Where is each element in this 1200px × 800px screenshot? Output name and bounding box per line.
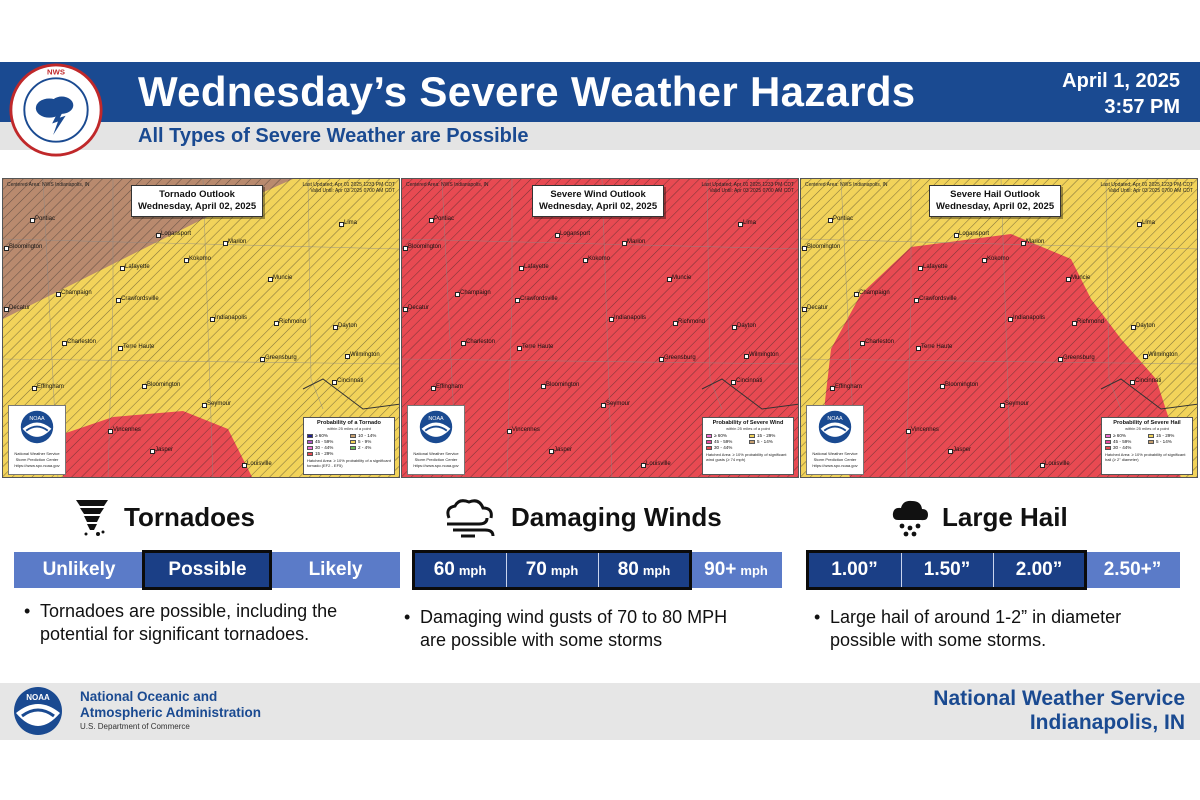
city-label: Lafayette — [923, 264, 948, 270]
map-valid-until: Valid Until: Apr 03 2025 0700 AM CDT — [709, 188, 794, 194]
noaa-small-line1: National Weather Service — [413, 451, 459, 456]
map-last-updated: Last Updated: Apr 01 2025 1233 PM CDT — [302, 182, 395, 188]
issue-date: April 1, 2025 — [1062, 70, 1180, 92]
noaa-logo-icon — [19, 409, 55, 445]
city-label: Kokomo — [189, 256, 212, 262]
city-label: Bloomington — [546, 382, 580, 388]
city-label: Decatur — [9, 305, 31, 311]
legend-swatch — [1105, 440, 1111, 444]
hail-scale-100: 1.00” — [808, 552, 901, 588]
city-label: Effingham — [37, 384, 64, 390]
city-label: Muncie — [273, 275, 293, 281]
city-label: Seymour — [207, 401, 232, 407]
city-label: Bloomington — [807, 244, 841, 250]
hail-heading — [890, 496, 1068, 538]
noaa-small-badge — [8, 405, 66, 475]
city-label: Pontiac — [434, 216, 455, 222]
city-label: Decatur — [408, 305, 430, 311]
legend-label: 5 - 14% — [1156, 439, 1172, 444]
legend-note: Hatched Area: ≥ 10% probability of significant hail (≥ 2" diameter) — [1105, 452, 1186, 462]
noaa-small-badge — [407, 405, 465, 475]
city-label: Logansport — [560, 231, 591, 237]
wind-scale-90: 90+ mph — [690, 552, 782, 588]
legend-label: 45 - 59% — [1113, 439, 1132, 444]
map-title-line1: Tornado Outlook — [159, 189, 235, 200]
legend-label: ≥ 60% — [714, 433, 727, 438]
city-label: Cincinnati — [736, 378, 763, 384]
map-valid-until: Valid Until: Apr 03 2025 0700 AM CDT — [310, 188, 395, 194]
city-label: Champaign — [460, 290, 491, 296]
city-label: Champaign — [859, 290, 890, 296]
legend-item — [706, 445, 747, 451]
city-label: Muncie — [1071, 275, 1091, 281]
legend-swatch — [706, 440, 712, 444]
legend-title: Probability of Severe Hail — [1113, 420, 1181, 426]
city-label: Dayton — [737, 323, 757, 329]
map-legend — [1101, 417, 1193, 475]
noaa-small-line2: Storm Prediction Center — [414, 457, 458, 462]
legend-swatch — [1105, 446, 1111, 450]
city-label: Logansport — [959, 231, 990, 237]
legend-label: 30 - 44% — [315, 445, 334, 450]
city-label: Richmond — [1077, 319, 1105, 325]
hail-heading-text: Large Hail — [942, 501, 1068, 532]
city-label: Dayton — [1136, 323, 1156, 329]
page-title: Wednesday’s Severe Weather Hazards — [138, 68, 916, 115]
city-label: Louisville — [646, 461, 671, 467]
wind-scale-70: 70 mph — [506, 552, 598, 588]
legend-label: 15 - 29% — [757, 433, 776, 438]
legend-swatch — [1105, 434, 1111, 438]
legend-label: 30 - 44% — [1113, 445, 1132, 450]
legend-swatch — [350, 434, 356, 438]
city-label: Jasper — [155, 447, 174, 453]
city-label: Charleston — [67, 339, 97, 345]
legend-label: 5 - 14% — [757, 439, 773, 444]
legend-label: 45 - 59% — [315, 439, 334, 444]
legend-note: Hatched Area: ≥ 10% probability of significant wind gusts (≥ 74 mph) — [706, 452, 787, 462]
legend-subtitle: within 25 miles of a point — [1125, 426, 1169, 431]
svg-text:NOAA: NOAA — [29, 415, 45, 422]
hail-cloud-icon — [890, 496, 930, 538]
nws-office: Indianapolis, IN — [1029, 711, 1185, 734]
map-title — [532, 185, 664, 217]
legend-item — [350, 451, 391, 457]
svg-text:NWS: NWS — [47, 67, 65, 77]
city-label: Dayton — [338, 323, 358, 329]
city-label: Charleston — [466, 339, 496, 345]
wind-scale-60: 60 mph — [414, 552, 506, 588]
map-legend — [702, 417, 794, 475]
svg-text:NOAA: NOAA — [26, 693, 50, 702]
hail-divider — [901, 552, 902, 588]
tornado-scale-likely: Likely — [271, 552, 400, 588]
map-last-updated: Last Updated: Apr 01 2025 1233 PM CDT — [1100, 182, 1193, 188]
city-label: Richmond — [279, 319, 307, 325]
tornado-bullet-line2: potential for significant tornadoes. — [40, 624, 310, 644]
city-label: Terre Haute — [522, 344, 554, 350]
city-label: Louisville — [247, 461, 272, 467]
legend-subtitle: within 25 miles of a point — [726, 426, 770, 431]
issue-time: 3:57 PM — [1104, 96, 1180, 118]
nws-logo-icon — [8, 62, 104, 158]
legend-swatch — [749, 434, 755, 438]
city-label: Lafayette — [524, 264, 549, 270]
tornado-heading — [72, 496, 255, 538]
legend-label: 10 - 14% — [358, 433, 377, 438]
city-label: Marion — [1026, 239, 1045, 245]
map-centered-area: Centered Area: NWS Indianapolis, IN — [805, 182, 888, 188]
noaa-small-line2: Storm Prediction Center — [15, 457, 59, 462]
noaa-small-url: https://www.spc.noaa.gov — [812, 463, 858, 468]
legend-swatch — [350, 440, 356, 444]
city-label: Muncie — [672, 275, 692, 281]
city-label: Crawfordsville — [520, 296, 558, 302]
map-title-line2: Wednesday, April 02, 2025 — [138, 201, 257, 212]
legend-label: 15 - 29% — [315, 451, 334, 456]
hail-scale-200: 2.00” — [993, 552, 1085, 588]
legend-swatch — [350, 446, 356, 450]
wind-bullet-line2: are possible with some storms — [420, 630, 663, 650]
city-label: Lafayette — [125, 264, 150, 270]
map-centered-area: Centered Area: NWS Indianapolis, IN — [406, 182, 489, 188]
city-label: Terre Haute — [921, 344, 953, 350]
city-label: Pontiac — [833, 216, 854, 222]
noaa-small-line1: National Weather Service — [14, 451, 60, 456]
legend-label: 15 - 29% — [1156, 433, 1175, 438]
legend-swatch — [706, 446, 712, 450]
city-label: Jasper — [953, 447, 972, 453]
legend-label: 2 - 4% — [358, 445, 372, 450]
map-title-line2: Wednesday, April 02, 2025 — [539, 201, 658, 212]
city-label: Champaign — [61, 290, 92, 296]
svg-text:NOAA: NOAA — [827, 415, 843, 422]
wind-bullet — [420, 606, 727, 652]
city-label: Bloomington — [408, 244, 442, 250]
tornado-scale — [14, 552, 400, 588]
city-label: Decatur — [807, 305, 829, 311]
city-label: Kokomo — [987, 256, 1010, 262]
noaa-small-line2: Storm Prediction Center — [813, 457, 857, 462]
legend-swatch — [749, 440, 755, 444]
noaa-logo-icon — [817, 409, 853, 445]
tornado-outlook-map — [2, 178, 400, 478]
map-last-updated: Last Updated: Apr 01 2025 1233 PM CDT — [701, 182, 794, 188]
map-updated — [302, 182, 395, 194]
map-title — [929, 185, 1061, 217]
city-label: Vincennes — [113, 427, 141, 433]
hail-outlook-map — [800, 178, 1198, 478]
map-title — [131, 185, 263, 217]
city-label: Greensburg — [664, 355, 696, 361]
city-label: Bloomington — [147, 382, 181, 388]
city-label: Marion — [627, 239, 646, 245]
legend-label: 30 - 44% — [714, 445, 733, 450]
city-label: Indianapolis — [1013, 315, 1046, 321]
hail-scale-250: 2.50+” — [1085, 552, 1180, 588]
city-label: Vincennes — [512, 427, 540, 433]
svg-text:NOAA: NOAA — [428, 415, 444, 422]
tornado-heading-text: Tornadoes — [124, 501, 255, 532]
city-label: Wilmington — [1148, 352, 1178, 358]
legend-swatch — [307, 434, 313, 438]
legend-note: Hatched Area: ≥ 10% probability of a significant tornado (EF2 - EF5) — [307, 458, 391, 468]
tornado-bullet — [40, 600, 337, 646]
hail-bullet-line1: • Large hail of around 1-2” in diameter — [830, 607, 1122, 627]
legend-title: Probability of Severe Wind — [712, 420, 784, 426]
wind-heading-text: Damaging Winds — [511, 501, 722, 532]
tornado-scale-possible: Possible — [144, 552, 271, 588]
hail-bullet — [830, 606, 1121, 652]
city-label: Logansport — [161, 231, 192, 237]
city-label: Kokomo — [588, 256, 611, 262]
legend-label: ≥ 60% — [1113, 433, 1126, 438]
legend-subtitle: within 25 miles of a point — [327, 426, 371, 431]
city-label: Vincennes — [911, 427, 939, 433]
legend-swatch — [1148, 434, 1154, 438]
hail-bullet-line2: possible with some storms. — [830, 630, 1047, 650]
legend-swatch — [1148, 440, 1154, 444]
wind-scale-80: 80 mph — [598, 552, 690, 588]
page-subtitle: All Types of Severe Weather are Possible — [138, 125, 529, 147]
city-label: Greensburg — [1063, 355, 1095, 361]
city-label: Lima — [1142, 220, 1156, 226]
map-updated — [701, 182, 794, 194]
city-label: Wilmington — [350, 352, 380, 358]
map-updated — [1100, 182, 1193, 194]
city-label: Richmond — [678, 319, 706, 325]
map-title-line1: Severe Hail Outlook — [950, 189, 1040, 200]
city-label: Bloomington — [9, 244, 43, 250]
map-title-line2: Wednesday, April 02, 2025 — [936, 201, 1055, 212]
city-label: Pontiac — [35, 216, 56, 222]
map-legend — [303, 417, 395, 475]
tornado-bullet-line1: • Tornadoes are possible, including the — [40, 601, 338, 621]
city-label: Effingham — [835, 384, 862, 390]
legend-title: Probability of a Tornado — [317, 420, 381, 426]
map-valid-until: Valid Until: Apr 03 2025 0700 AM CDT — [1108, 188, 1193, 194]
city-label: Cincinnati — [337, 378, 364, 384]
legend-item — [749, 445, 790, 451]
city-label: Indianapolis — [215, 315, 248, 321]
city-label: Bloomington — [945, 382, 979, 388]
hail-scale — [808, 552, 1180, 588]
wind-outlook-map — [401, 178, 799, 478]
city-label: Jasper — [554, 447, 573, 453]
city-label: Lima — [743, 220, 757, 226]
map-centered-area: Centered Area: NWS Indianapolis, IN — [7, 182, 90, 188]
city-label: Seymour — [606, 401, 631, 407]
city-label: Indianapolis — [614, 315, 647, 321]
city-label: Charleston — [865, 339, 895, 345]
tornado-scale-unlikely: Unlikely — [14, 552, 144, 588]
wind-heading — [443, 496, 722, 538]
city-label: Crawfordsville — [121, 296, 159, 302]
map-title-line1: Severe Wind Outlook — [550, 189, 646, 200]
noaa-name-line2: Atmospheric Administration — [80, 705, 262, 720]
wind-divider — [598, 552, 599, 588]
hail-scale-150: 1.50” — [901, 552, 993, 588]
legend-swatch — [307, 440, 313, 444]
legend-item — [1105, 445, 1146, 451]
noaa-small-badge — [806, 405, 864, 475]
wind-bullet-line1: • Damaging wind gusts of 70 to 80 MPH — [420, 607, 728, 627]
legend-label: ≥ 60% — [315, 433, 328, 438]
tornado-icon — [72, 496, 112, 538]
wind-icon — [443, 496, 499, 538]
nws-name: National Weather Service — [933, 687, 1185, 710]
city-label: Wilmington — [749, 352, 779, 358]
legend-swatch — [307, 452, 313, 456]
noaa-department: U.S. Department of Commerce — [80, 722, 190, 731]
city-label: Louisville — [1045, 461, 1070, 467]
city-label: Greensburg — [265, 355, 297, 361]
wind-divider — [506, 552, 507, 588]
legend-label: 5 - 9% — [358, 439, 372, 444]
legend-swatch — [307, 446, 313, 450]
hail-divider — [993, 552, 994, 588]
noaa-logo-icon — [418, 409, 454, 445]
city-label: Effingham — [436, 384, 463, 390]
noaa-logo-icon — [12, 685, 64, 737]
city-label: Lima — [344, 220, 358, 226]
city-label: Cincinnati — [1135, 378, 1162, 384]
legend-swatch — [706, 434, 712, 438]
noaa-small-line1: National Weather Service — [812, 451, 858, 456]
legend-label: 45 - 59% — [714, 439, 733, 444]
noaa-small-url: https://www.spc.noaa.gov — [413, 463, 459, 468]
noaa-small-url: https://www.spc.noaa.gov — [14, 463, 60, 468]
city-label: Seymour — [1005, 401, 1030, 407]
noaa-name-line1: National Oceanic and — [80, 689, 218, 704]
legend-item — [307, 451, 348, 457]
city-label: Crawfordsville — [919, 296, 957, 302]
city-label: Terre Haute — [123, 344, 155, 350]
city-label: Marion — [228, 239, 247, 245]
legend-item — [1148, 445, 1189, 451]
